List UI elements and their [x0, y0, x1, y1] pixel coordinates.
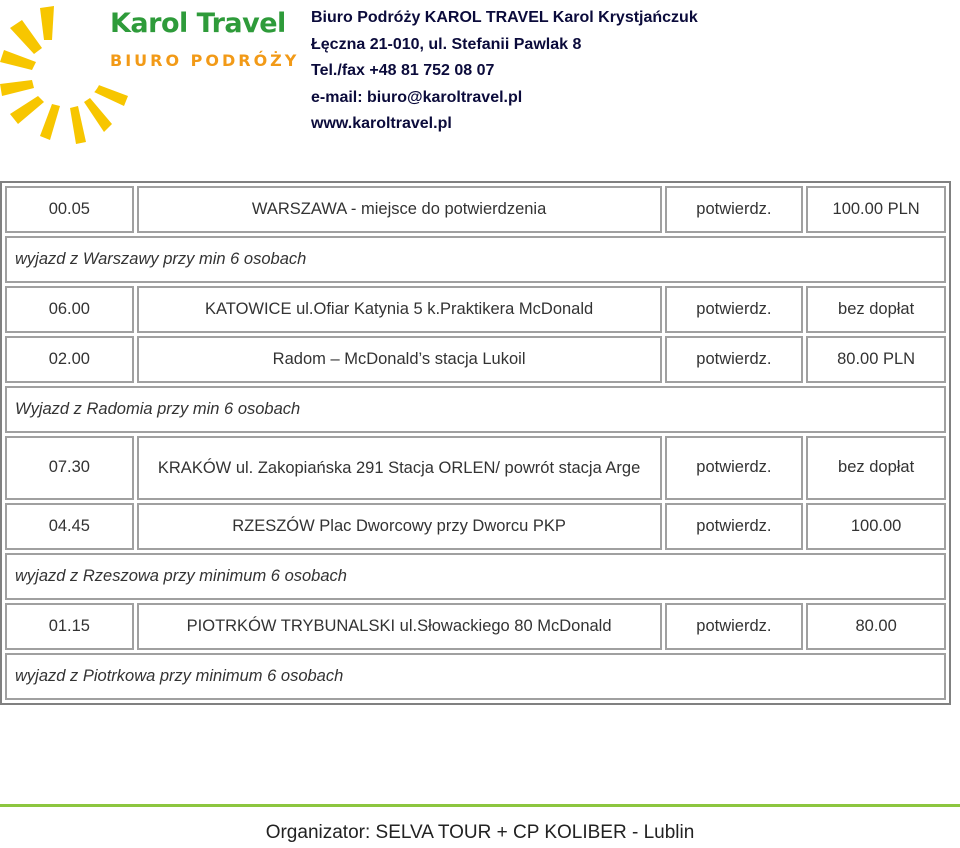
departure-time: 07.30 [5, 436, 134, 501]
departure-time: 01.15 [5, 603, 134, 650]
departure-note: wyjazd z Warszawy przy min 6 osobach [5, 236, 946, 283]
departure-time: 04.45 [5, 503, 134, 550]
company-name: Biuro Podróży KAROL TRAVEL Karol Krystjańczuk [311, 9, 698, 26]
departure-time: 02.00 [5, 336, 134, 383]
departure-place: KRAKÓW ul. Zakopiańska 291 Stacja ORLEN/ powrót stacja Arge [137, 436, 662, 501]
departure-place: Radom – McDonald’s stacja Lukoil [137, 336, 662, 383]
table-row [5, 503, 946, 550]
departure-place: KATOWICE ul.Ofiar Katynia 5 k.Praktikera McDonald [137, 286, 662, 333]
footer-divider [0, 804, 960, 807]
schedule-table [0, 181, 951, 705]
footer-organizer: Organizator: SELVA TOUR + CP KOLIBER - Lublin [265, 822, 695, 843]
logo-brand-text: Karol Travel [110, 8, 286, 39]
surcharge-price: bez dopłat [806, 286, 946, 333]
departure-place: WARSZAWA - miejsce do potwierdzenia [137, 186, 662, 233]
departure-place: RZESZÓW Plac Dworcowy przy Dworcu PKP [137, 503, 662, 550]
surcharge-price: 100.00 [806, 503, 946, 550]
surcharge-price: 80.00 PLN [806, 336, 946, 383]
table-row [5, 436, 946, 501]
table-row [5, 236, 946, 283]
table-row [5, 336, 946, 383]
table-row [5, 386, 946, 433]
departure-time: 06.00 [5, 286, 134, 333]
logo-sub-text: BIURO PODRÓŻY [110, 51, 300, 70]
company-website: www.karoltravel.pl [311, 115, 452, 132]
surcharge-price: bez dopłat [806, 436, 946, 501]
confirmation-status: potwierdz. [665, 503, 804, 550]
confirmation-status: potwierdz. [665, 336, 804, 383]
company-logo [0, 0, 300, 150]
company-phone: Tel./fax +48 81 752 08 07 [311, 62, 495, 79]
table-row [5, 603, 946, 650]
departure-time: 00.05 [5, 186, 134, 233]
confirmation-status: potwierdz. [665, 286, 804, 333]
departure-note: Wyjazd z Radomia przy min 6 osobach [5, 386, 946, 433]
surcharge-price: 100.00 PLN [806, 186, 946, 233]
table-row [5, 286, 946, 333]
company-info [311, 5, 951, 138]
company-email: e-mail: biuro@karoltravel.pl [311, 88, 523, 106]
departure-note: wyjazd z Rzeszowa przy minimum 6 osobach [5, 553, 946, 600]
confirmation-status: potwierdz. [665, 436, 804, 501]
table-row [5, 553, 946, 600]
surcharge-price: 80.00 [806, 603, 946, 650]
departure-note: wyjazd z Piotrkowa przy minimum 6 osobach [5, 653, 946, 700]
confirmation-status: potwierdz. [665, 186, 804, 233]
company-address: Łęczna 21-010, ul. Stefanii Pawlak 8 [311, 35, 582, 53]
table-row [5, 186, 946, 233]
departure-place: PIOTRKÓW TRYBUNALSKI ul.Słowackiego 80 McDonald [137, 603, 662, 650]
table-row [5, 653, 946, 700]
confirmation-status: potwierdz. [665, 603, 804, 650]
